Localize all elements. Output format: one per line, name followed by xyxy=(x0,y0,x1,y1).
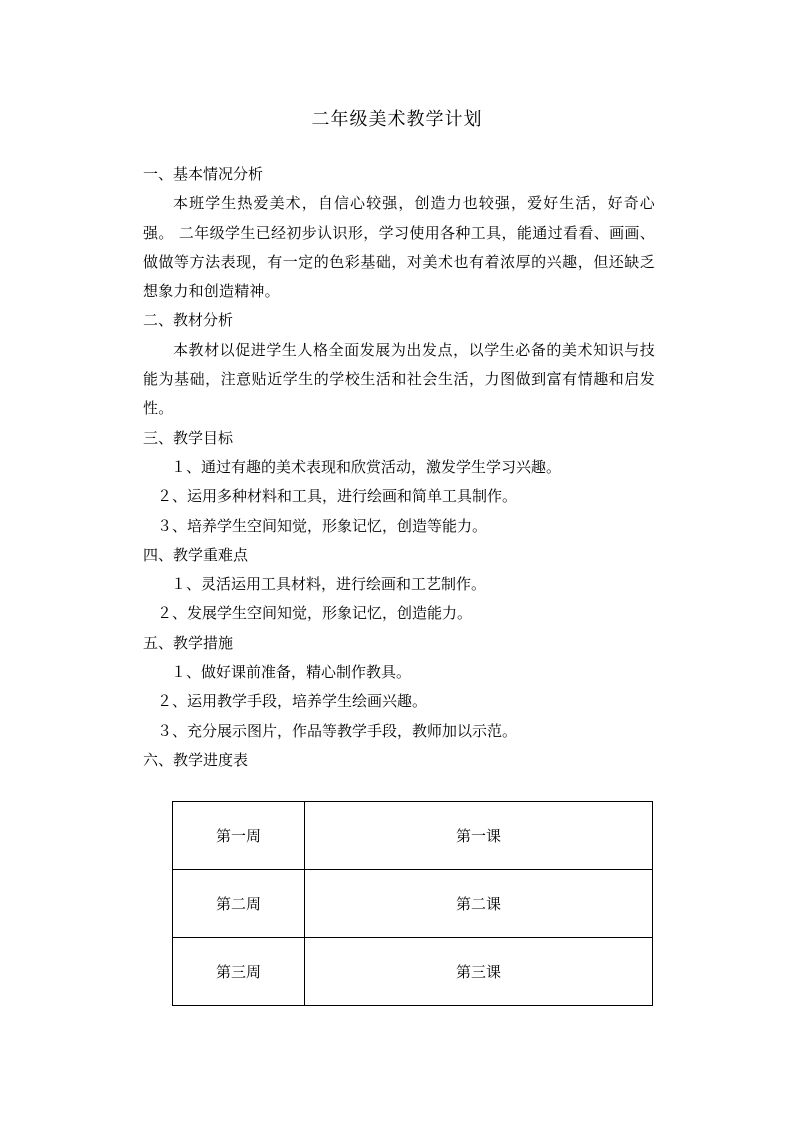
list-item-goal-2: ２、运用多种材料和工具，进行绘画和简单工具制作。 xyxy=(157,487,518,506)
schedule-table xyxy=(172,801,653,1006)
paragraph-basic-analysis: 本班学生热爱美术，自信心较强，创造力也较强，爱好生活，好奇心强。 二年级学生已经初步认识形，学习使用各种工具，能通过看看、画画、做做等方法表现，有一定的色彩基础，对美术也有着浓厚的兴趣，但还缺乏想象力和创造精神。 xyxy=(143,194,655,301)
list-item-key-point-2: ２、发展学生空间知觉，形象记忆，创造能力。 xyxy=(157,604,473,623)
paragraph-textbook-analysis: 本教材以促进学生人格全面发展为出发点，以学生必备的美术知识与技能为基础，注意贴近学生的学校生活和社会生活，力图做到富有情趣和启发性。 xyxy=(143,340,655,418)
list-item-measure-2: ２、运用教学手段，培养学生绘画兴趣。 xyxy=(157,692,428,711)
table-row xyxy=(173,938,653,1006)
document-body xyxy=(143,160,655,775)
section-heading-teaching-goals: 三、教学目标 xyxy=(143,428,234,447)
week-cell: 第二周 xyxy=(173,870,305,938)
section-heading-key-points: 四、教学重难点 xyxy=(143,545,249,564)
lesson-cell: 第二课 xyxy=(305,870,653,938)
list-item-measure-1: １、做好课前准备，精心制作教具。 xyxy=(171,663,412,682)
week-cell: 第一周 xyxy=(173,802,305,870)
section-heading-basic-analysis: 一、基本情况分析 xyxy=(143,165,264,183)
list-item-goal-3: ３、培养学生空间知觉，形象记忆，创造等能力。 xyxy=(157,516,488,535)
list-item-measure-3: ３、充分展示图片，作品等教学手段，教师加以示范。 xyxy=(157,721,518,740)
table-row xyxy=(173,870,653,938)
lesson-cell: 第一课 xyxy=(305,802,653,870)
section-heading-measures: 五、教学措施 xyxy=(143,633,234,652)
list-item-key-point-1: １、灵活运用工具材料，进行绘画和工艺制作。 xyxy=(171,575,487,594)
lesson-cell: 第三课 xyxy=(305,938,653,1006)
table-row xyxy=(173,802,653,870)
section-heading-schedule: 六、教学进度表 xyxy=(143,750,249,769)
document-title: 二年级美术教学计划 xyxy=(311,109,483,130)
list-item-goal-1: １、通过有趣的美术表现和欣赏活动，激发学生学习兴趣。 xyxy=(171,457,562,476)
section-heading-textbook-analysis: 二、教材分析 xyxy=(143,311,234,330)
week-cell: 第三周 xyxy=(173,938,305,1006)
